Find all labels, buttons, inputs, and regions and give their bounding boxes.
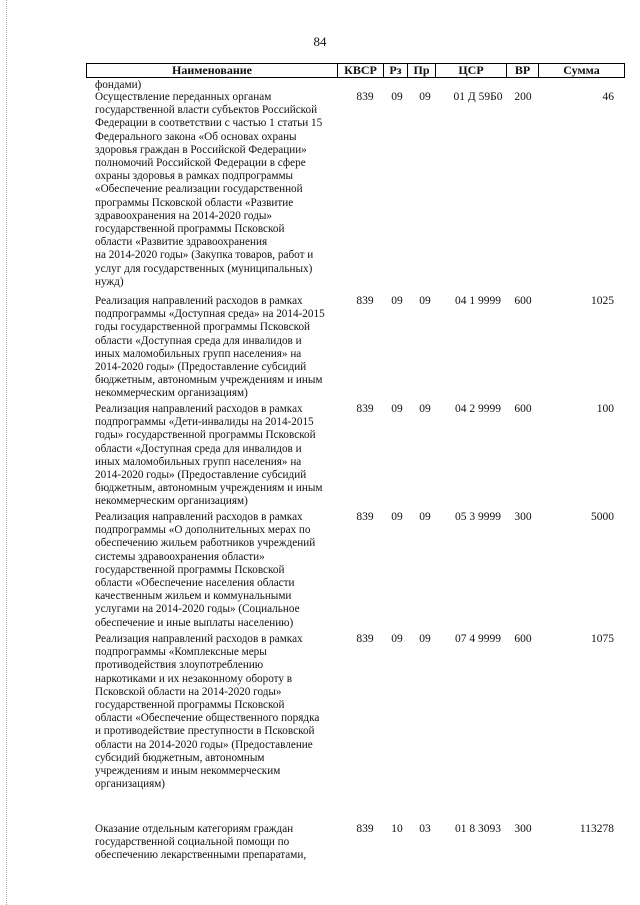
row-csr: 01 Д 59Б0 xyxy=(453,91,503,103)
row-pr: 09 xyxy=(419,633,431,645)
row-sum: 113278 xyxy=(579,823,614,835)
row-kvsr: 839 xyxy=(356,403,374,415)
row-rz: 09 xyxy=(391,91,403,103)
row-kvsr: 839 xyxy=(356,823,374,835)
row-rz: 09 xyxy=(391,511,403,523)
header-name: Наименование xyxy=(87,64,338,77)
header-pr: Пр xyxy=(408,64,436,77)
row-rz: 09 xyxy=(391,403,403,415)
row-csr: 04 2 9999 xyxy=(455,403,501,415)
row-pr: 09 xyxy=(419,91,431,103)
row-pr: 09 xyxy=(419,403,431,415)
row-vr: 200 xyxy=(514,91,532,103)
row-csr: 07 4 9999 xyxy=(455,633,501,645)
row-rz: 09 xyxy=(391,633,403,645)
row-name: Реализация направлений расходов в рамках подпрограммы «Дети-инвалиды на 2014-2015 годы» государственной программы Псковской области «Доступная среда для инвалидов и иных маломобильных групп населения» на 2014-2020 годы» (Предоставление субсидий бюджетным, автономным учреждениям и иным некоммерческим организациям) xyxy=(95,403,323,508)
row-sum: 5000 xyxy=(591,511,614,523)
row-sum: 100 xyxy=(596,403,614,415)
scan-edge-mark xyxy=(6,0,8,905)
row-name: Оказание отдельным категориям граждан государственной социальной помощи по обеспечению лекарственными препаратами, xyxy=(95,823,307,862)
row-sum: 1025 xyxy=(591,295,614,307)
row-pr: 09 xyxy=(419,295,431,307)
row-name: Реализация направлений расходов в рамках подпрограммы «Комплексные меры противодействия злоупотреблению наркотиками и их незаконному обороту в Псковской области на 2014-2020 годы» государственной программы Псковской области «Обеспечение общественного порядка и противодействие преступности в Псковской области на 2014-2020 годы» (Предоставление субсидий бюджетным, автономным учреждениям и иным некоммерческим организациям) xyxy=(95,633,320,791)
row-csr: 04 1 9999 xyxy=(455,295,501,307)
header-rz: Рз xyxy=(384,64,408,77)
table-header xyxy=(86,63,625,78)
continuation-text: фондами) xyxy=(95,79,142,91)
row-vr: 600 xyxy=(514,403,532,415)
header-sum: Сумма xyxy=(563,63,600,77)
row-pr: 09 xyxy=(419,511,431,523)
row-vr: 300 xyxy=(514,823,532,835)
row-name: Реализация направлений расходов в рамках подпрограммы «О дополнительных мерах по обеспечению жильем работников учреждений системы здравоохранения области» государственной программы Псковской области «Обеспечение населения области качественным жильем и коммунальными услугами на 2014-2020 годы» (Социальное обеспечение и иные выплаты населению) xyxy=(95,511,316,629)
row-rz: 09 xyxy=(391,295,403,307)
row-sum: 46 xyxy=(602,91,614,103)
row-sum: 1075 xyxy=(591,633,614,645)
row-kvsr: 839 xyxy=(356,295,374,307)
row-vr: 300 xyxy=(514,511,532,523)
row-vr: 600 xyxy=(514,633,532,645)
page-number: 84 xyxy=(313,34,327,49)
row-kvsr: 839 xyxy=(356,633,374,645)
row-vr: 600 xyxy=(514,295,532,307)
row-csr: 05 3 9999 xyxy=(455,511,501,523)
header-csr: ЦСР xyxy=(436,64,507,77)
row-name: Реализация направлений расходов в рамках подпрограммы «Доступная среда» на 2014-2015 годы государственной программы Псковской области «Доступная среда для инвалидов и иных маломобильных групп населения» на 2014-2020 годы» (Предоставление субсидий бюджетным, автономным учреждениям и иным некоммерческим организациям) xyxy=(95,295,325,400)
row-name: Осуществление переданных органам государственной власти субъектов Российской Федерации в соответствии с частью 1 статьи 15 Федерального закона «Об основах охраны здоровья граждан в Российской Федерации» полномочий Российской Федерации в сфере охраны здоровья в рамках подпрограммы «Обеспечение реализации государственной программы Псковской области «Развитие здравоохранения на 2014-2020 годы» государственной программы Псковской области «Развитие здравоохранения на 2014-2020 годы» (Закупка товаров, работ и услуг для государственных (муниципальных) нужд) xyxy=(95,91,323,288)
row-rz: 10 xyxy=(391,823,403,835)
row-csr: 01 8 3093 xyxy=(455,823,501,835)
row-kvsr: 839 xyxy=(356,91,374,103)
header-vr: ВР xyxy=(507,64,539,77)
header-kvsr: КВСР xyxy=(338,64,384,77)
row-pr: 03 xyxy=(419,823,431,835)
row-kvsr: 839 xyxy=(356,511,374,523)
